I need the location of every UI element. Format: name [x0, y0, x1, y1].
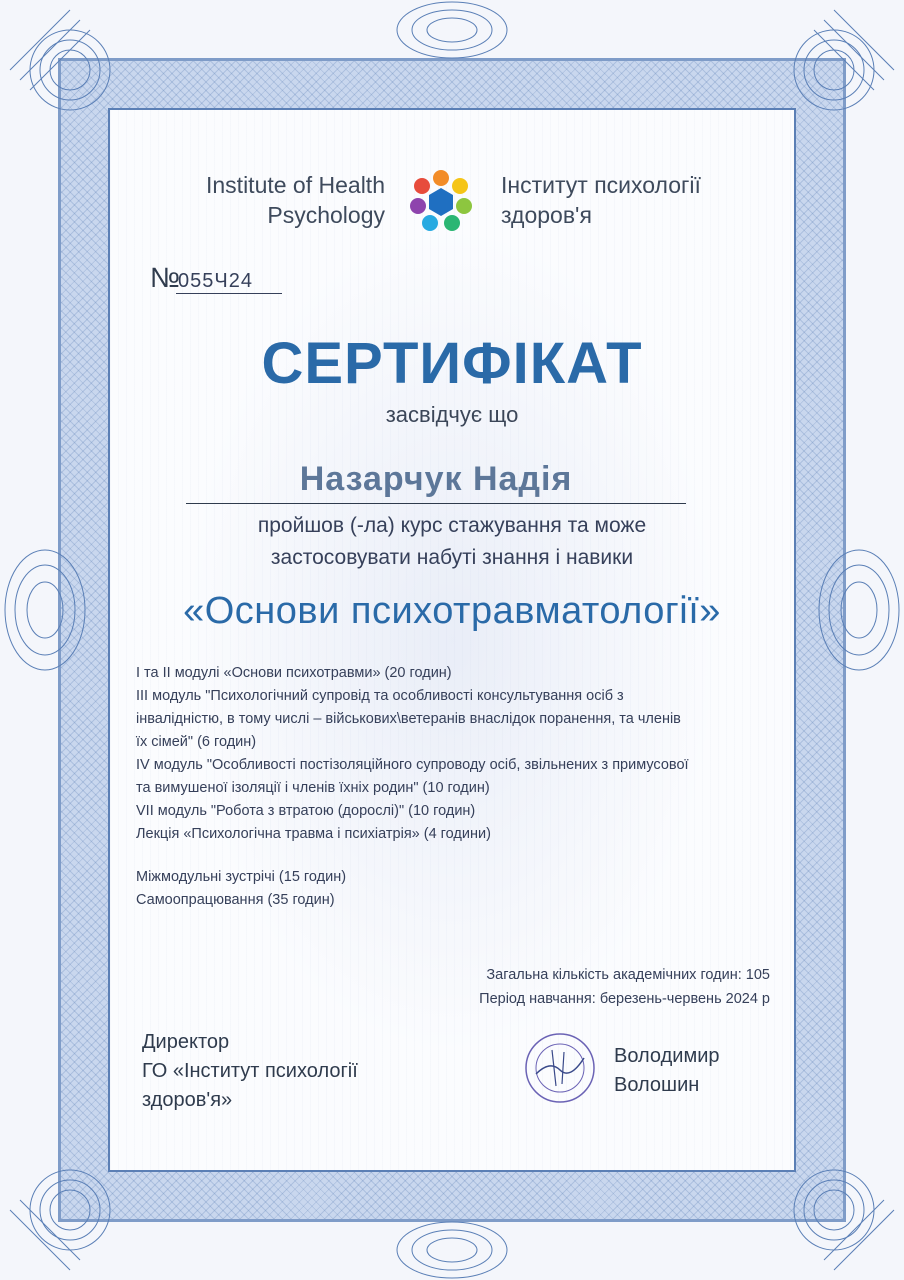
hexagon-flower-logo-icon — [410, 170, 472, 232]
module-line: інвалідністю, в тому числі – військових\ветеранів внаслідок поранення, та членів — [136, 711, 681, 727]
total-hours: Загальна кількість академічних годин: 105 — [486, 967, 770, 983]
study-period: Період навчання: березень-червень 2024 р — [479, 991, 770, 1007]
module-line: VII модуль "Робота з втратою (дорослі)" (10 годин) — [136, 803, 476, 819]
recipient-underline — [186, 503, 686, 504]
top-ornament — [392, 0, 512, 70]
corner-ornament-bottom-right — [784, 1160, 904, 1280]
certificate-number-label: № — [150, 262, 181, 293]
corner-ornament-top-right — [784, 0, 904, 120]
institute-name-en-line2: Psychology — [267, 202, 385, 228]
institute-name-uk-line1: Інститут психології — [501, 172, 701, 198]
director-line2: ГО «Інститут психології — [142, 1060, 358, 1082]
signer-first-name: Володимир — [614, 1045, 720, 1067]
module-line: I та II модулі «Основи психотравми» (20 годин) — [136, 665, 452, 681]
official-stamp-icon — [522, 1030, 598, 1106]
module-line: Лекція «Психологічна травма і психіатрія» (4 години) — [136, 826, 491, 842]
module-line: та вимушеної ізоляції і членів їхніх родин" (10 годин) — [136, 780, 490, 796]
director-title — [142, 1028, 412, 1115]
certificate-title: СЕРТИФІКАТ — [261, 331, 643, 396]
extra-line: Самоопрацювання (35 годин) — [136, 892, 335, 908]
signer-name — [614, 1042, 774, 1100]
institute-name-en — [150, 170, 385, 230]
institute-name-uk-line2: здоров'я — [501, 202, 592, 228]
certificate-body — [108, 108, 796, 1172]
director-line3: здоров'я» — [142, 1089, 233, 1111]
signer-last-name: Волошин — [614, 1074, 700, 1096]
completion-statement — [150, 510, 754, 574]
completion-statement-line1: пройшов (-ла) курс стажування та може — [257, 514, 647, 537]
bottom-ornament — [392, 1210, 512, 1280]
certificate-subtitle: засвідчує що — [385, 402, 519, 427]
institute-name-uk — [501, 170, 761, 230]
completion-statement-line2: застосовувати набуті знання і навики — [270, 546, 634, 569]
recipient-name: Назарчук Надія — [299, 460, 573, 498]
corner-ornament-bottom-left — [0, 1160, 120, 1280]
course-title: «Основи психотравматології» — [183, 590, 721, 632]
certificate-number: 055Ч24 — [176, 270, 282, 294]
institute-name-en-line1: Institute of Health — [206, 172, 385, 198]
extra-line: Міжмодульні зустрічі (15 годин) — [136, 869, 347, 885]
module-line: III модуль "Психологічний супровід та особливості консультування осіб з — [136, 688, 624, 704]
corner-ornament-top-left — [0, 0, 120, 120]
module-line: їх сімей" (6 годин) — [136, 734, 257, 750]
module-list — [136, 662, 796, 846]
module-line: IV модуль "Особливості постізоляційного супроводу осіб, звільнених з примусової — [136, 757, 689, 773]
extra-activities — [136, 866, 536, 912]
director-line1: Директор — [142, 1031, 230, 1053]
course-totals — [400, 963, 770, 1011]
